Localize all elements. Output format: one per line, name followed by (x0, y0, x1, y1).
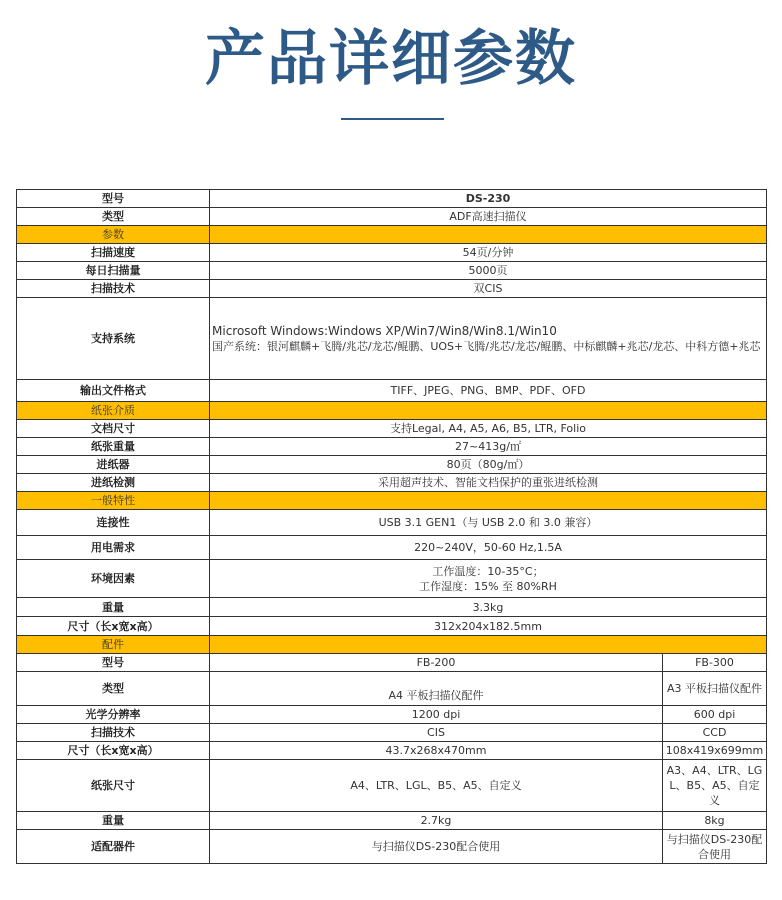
acc-row-type (17, 672, 767, 706)
table-row-env (17, 560, 767, 598)
section-label: 纸张介质 (17, 402, 210, 420)
section-header-params (17, 226, 767, 244)
section-header-accessories (17, 636, 767, 654)
row-label: 适配器件 (17, 830, 210, 864)
row-value: USB 3.1 GEN1（与 USB 2.0 和 3.0 兼容） (210, 510, 767, 536)
acc-row-dpi (17, 706, 767, 724)
table-row-tech (17, 280, 767, 298)
section-fill (210, 402, 767, 420)
section-label: 参数 (17, 226, 210, 244)
row-label: 光学分辨率 (17, 706, 210, 724)
row-label: 尺寸（长x宽x高） (17, 617, 210, 636)
section-header-paper (17, 402, 767, 420)
fb200-value (210, 672, 663, 706)
spec-table (16, 189, 767, 864)
row-value: 5000页 (210, 262, 767, 280)
page-title: 产品详细参数 (205, 24, 577, 94)
section-fill (210, 226, 767, 244)
row-label: 用电需求 (17, 536, 210, 560)
row-label: 尺寸（长x宽x高） (17, 742, 210, 760)
row-label: 连接性 (17, 510, 210, 536)
fb300-value: 8kg (663, 812, 767, 830)
row-value: ADF高速扫描仪 (210, 208, 767, 226)
table-row-weight (17, 438, 767, 456)
fb200-value: 43.7x268x470mm (210, 742, 663, 760)
row-label: 重量 (17, 598, 210, 617)
row-value: 220~240V，50-60 Hz,1.5A (210, 536, 767, 560)
row-value: 27~413g/㎡ (210, 438, 767, 456)
row-value (210, 560, 767, 598)
row-label: 扫描速度 (17, 244, 210, 262)
row-label: 纸张重量 (17, 438, 210, 456)
row-value: 54页/分钟 (210, 244, 767, 262)
os-domestic: 国产系统：银河麒麟+飞腾/兆芯/龙芯/鲲鹏、UOS+飞腾/兆芯/龙芯/鲲鹏、中标麒麟+兆芯/龙芯、中科方德+兆芯 (212, 339, 761, 353)
row-label: 纸张尺寸 (17, 760, 210, 812)
section-fill (210, 636, 767, 654)
row-value (210, 298, 767, 380)
title-underline (341, 118, 444, 120)
env-humidity: 工作湿度：15% 至 80%RH (419, 579, 557, 593)
row-label: 扫描技术 (17, 280, 210, 298)
row-label: 进纸检测 (17, 474, 210, 492)
row-value: 双CIS (210, 280, 767, 298)
acc-row-model (17, 654, 767, 672)
table-row-daily (17, 262, 767, 280)
acc-row-compat (17, 830, 767, 864)
fb200-value: 2.7kg (210, 812, 663, 830)
fb300-value: FB-300 (663, 654, 767, 672)
table-row-feeder (17, 456, 767, 474)
fb200-value: 与扫描仪DS-230配合使用 (210, 830, 663, 864)
row-value: 采用超声技术、智能文档保护的重张进纸检测 (210, 474, 767, 492)
row-label: 支持系统 (17, 298, 210, 380)
table-row-doc-size (17, 420, 767, 438)
acc-row-mass (17, 812, 767, 830)
fb200-value: 1200 dpi (210, 706, 663, 724)
table-row-detect (17, 474, 767, 492)
fb200-value: FB-200 (210, 654, 663, 672)
row-label: 每日扫描量 (17, 262, 210, 280)
table-row-speed (17, 244, 767, 262)
fb300-value: 108x419x699mm (663, 742, 767, 760)
row-value: TIFF、JPEG、PNG、BMP、PDF、OFD (210, 380, 767, 402)
section-header-general (17, 492, 767, 510)
row-label: 类型 (17, 672, 210, 706)
fb200-type: A4 平板扫描仪配件 (388, 689, 484, 702)
table-row-dims (17, 617, 767, 636)
row-label: 文档尺寸 (17, 420, 210, 438)
row-value: 支持Legal, A4, A5, A6, B5, LTR, Folio (210, 420, 767, 438)
acc-row-dims (17, 742, 767, 760)
fb300-value: A3、A4、LTR、LGL、B5、A5、自定义 (663, 760, 767, 812)
os-windows: Microsoft Windows:Windows XP/Win7/Win8/Win8.1/Win10 (212, 323, 557, 338)
fb300-value: CCD (663, 724, 767, 742)
row-value: 312x204x182.5mm (210, 617, 767, 636)
acc-row-paper (17, 760, 767, 812)
row-value: DS-230 (210, 190, 767, 208)
row-label: 输出文件格式 (17, 380, 210, 402)
fb300-value: 与扫描仪DS-230配合使用 (663, 830, 767, 864)
row-label: 进纸器 (17, 456, 210, 474)
acc-row-tech (17, 724, 767, 742)
table-row-connect (17, 510, 767, 536)
row-label: 型号 (17, 654, 210, 672)
row-value: 80页（80g/㎡） (210, 456, 767, 474)
section-label: 一般特性 (17, 492, 210, 510)
table-row-output (17, 380, 767, 402)
table-row-power (17, 536, 767, 560)
row-label: 重量 (17, 812, 210, 830)
row-label: 扫描技术 (17, 724, 210, 742)
table-row-mass (17, 598, 767, 617)
section-fill (210, 492, 767, 510)
table-row-type (17, 208, 767, 226)
fb300-value: 600 dpi (663, 706, 767, 724)
row-label: 型号 (17, 190, 210, 208)
table-row-model (17, 190, 767, 208)
row-label: 环境因素 (17, 560, 210, 598)
row-value: 3.3kg (210, 598, 767, 617)
section-label: 配件 (17, 636, 210, 654)
fb200-value: A4、LTR、LGL、B5、A5、自定义 (210, 760, 663, 812)
fb300-value: A3 平板扫描仪配件 (663, 672, 767, 706)
fb200-value: CIS (210, 724, 663, 742)
env-temp: 工作温度：10-35°C； (432, 564, 544, 578)
table-row-os (17, 298, 767, 380)
row-label: 类型 (17, 208, 210, 226)
